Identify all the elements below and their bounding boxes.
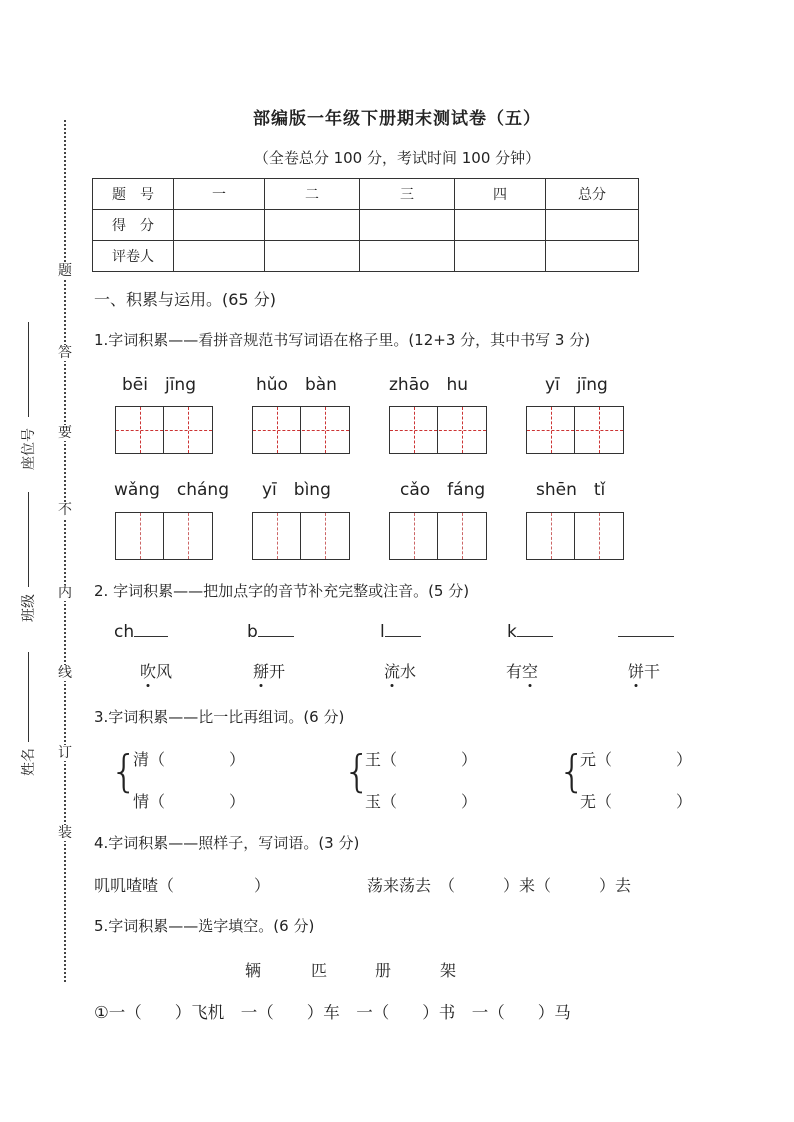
margin-char: 线 [58,665,72,681]
syllable-prefix: l [380,622,385,642]
margin-char: 要 [58,425,72,441]
score-cell[interactable] [174,210,265,241]
question-4-title: 4.字词积累——照样子，写词语。(3 分) [94,834,360,852]
question-1-title: 1.字词积累——看拼音规范书写词语在格子里。(12+3 分，其中书写 3 分) [94,331,591,349]
syllable-blank[interactable] [247,622,294,642]
question-5-title: 5.字词积累——选字填空。(6 分) [94,917,315,935]
name-label: 姓名 [21,748,37,776]
grader-cell[interactable] [265,241,360,272]
pinyin-label: zhāo hu [389,375,469,395]
binding-dotted-line [64,120,66,982]
dotted-word: 流水 [384,662,417,681]
page-title: 部编版一年级下册期末测试卷（五） [253,109,541,129]
compare-item[interactable]: 无（ ） [580,792,693,811]
choice-word: 辆 [245,961,262,980]
writing-grid[interactable] [389,512,487,560]
choice-word: 架 [440,961,457,980]
exam-info: （全卷总分 100 分，考试时间 100 分钟） [253,149,541,167]
score-table [92,178,639,272]
writing-grid[interactable] [526,512,624,560]
choice-word: 册 [375,961,392,980]
dotted-word: 饼干 [628,662,661,681]
score-cell[interactable] [360,210,455,241]
class-line[interactable] [28,492,29,587]
syllable-blank[interactable] [380,622,421,642]
grader-cell[interactable] [360,241,455,272]
row-label: 评卷人 [93,241,174,272]
dotted-word: 有空 [506,662,539,681]
brace-icon: { [110,746,138,797]
class-label: 班级 [21,594,37,622]
table-header-cell: 三 [360,179,455,210]
grader-cell[interactable] [546,241,639,272]
writing-grid[interactable] [115,406,213,454]
pinyin-label: wǎng cháng [114,480,229,500]
word-pattern-2[interactable]: 荡来荡去 （ ）来（ ）去 [367,876,632,895]
score-cell[interactable] [546,210,639,241]
pinyin-label: yī bìng [262,480,331,500]
seat-number-line[interactable] [28,322,29,417]
dotted-word: 吹风 [140,662,173,681]
table-header-cell: 二 [265,179,360,210]
writing-grid[interactable] [526,406,624,454]
compare-item[interactable]: 玉（ ） [365,792,478,811]
margin-char: 内 [58,585,72,601]
syllable-prefix: ch [114,622,135,642]
name-line[interactable] [28,652,29,742]
table-row [93,241,639,272]
score-cell[interactable] [265,210,360,241]
pinyin-label: cǎo fáng [400,480,486,500]
pinyin-label: hǔo bàn [256,375,337,395]
writing-grid[interactable] [115,512,213,560]
fill-blank-line[interactable]: ①一（ ）飞机 一（ ）车 一（ ）书 一（ ）马 [94,1003,571,1022]
writing-grid[interactable] [252,406,350,454]
writing-grid[interactable] [252,512,350,560]
syllable-prefix: k [507,622,517,642]
compare-item[interactable]: 王（ ） [365,750,478,769]
pinyin-label: bēi jīng [122,375,196,395]
word-pattern-1[interactable]: 叽叽喳喳（ ） [94,876,271,895]
table-header-row [93,179,639,210]
grader-cell[interactable] [455,241,546,272]
margin-char: 不 [58,502,72,518]
table-row [93,210,639,241]
syllable-blank[interactable] [507,622,553,642]
dotted-word: 掰开 [253,662,286,681]
brace-icon: { [558,746,586,797]
table-header-cell: 一 [174,179,265,210]
score-cell[interactable] [455,210,546,241]
margin-char: 答 [58,345,72,361]
table-header-cell: 题 号 [93,179,174,210]
question-2-title: 2. 字词积累——把加点字的音节补充完整或注音。(5 分) [94,582,470,600]
pinyin-label: yī jīng [545,375,608,395]
section-title: 一、积累与运用。(65 分) [94,290,276,309]
compare-item[interactable]: 元（ ） [580,750,693,769]
brace-icon: { [343,746,371,797]
row-label: 得 分 [93,210,174,241]
margin-char: 订 [58,745,72,761]
table-header-cell: 四 [455,179,546,210]
compare-item[interactable]: 清（ ） [133,750,246,769]
pinyin-label: shēn tǐ [536,480,606,500]
question-3-title: 3.字词积累——比一比再组词。(6 分) [94,708,345,726]
syllable-blank[interactable] [114,622,168,642]
table-header-cell: 总分 [546,179,639,210]
grader-cell[interactable] [174,241,265,272]
margin-char: 装 [58,825,72,841]
choice-word: 匹 [311,961,328,980]
seat-number-label: 座位号 [21,428,37,470]
syllable-prefix: b [247,622,258,642]
writing-grid[interactable] [389,406,487,454]
compare-item[interactable]: 情（ ） [133,792,246,811]
syllable-blank[interactable] [618,622,674,642]
margin-char: 题 [58,263,72,279]
